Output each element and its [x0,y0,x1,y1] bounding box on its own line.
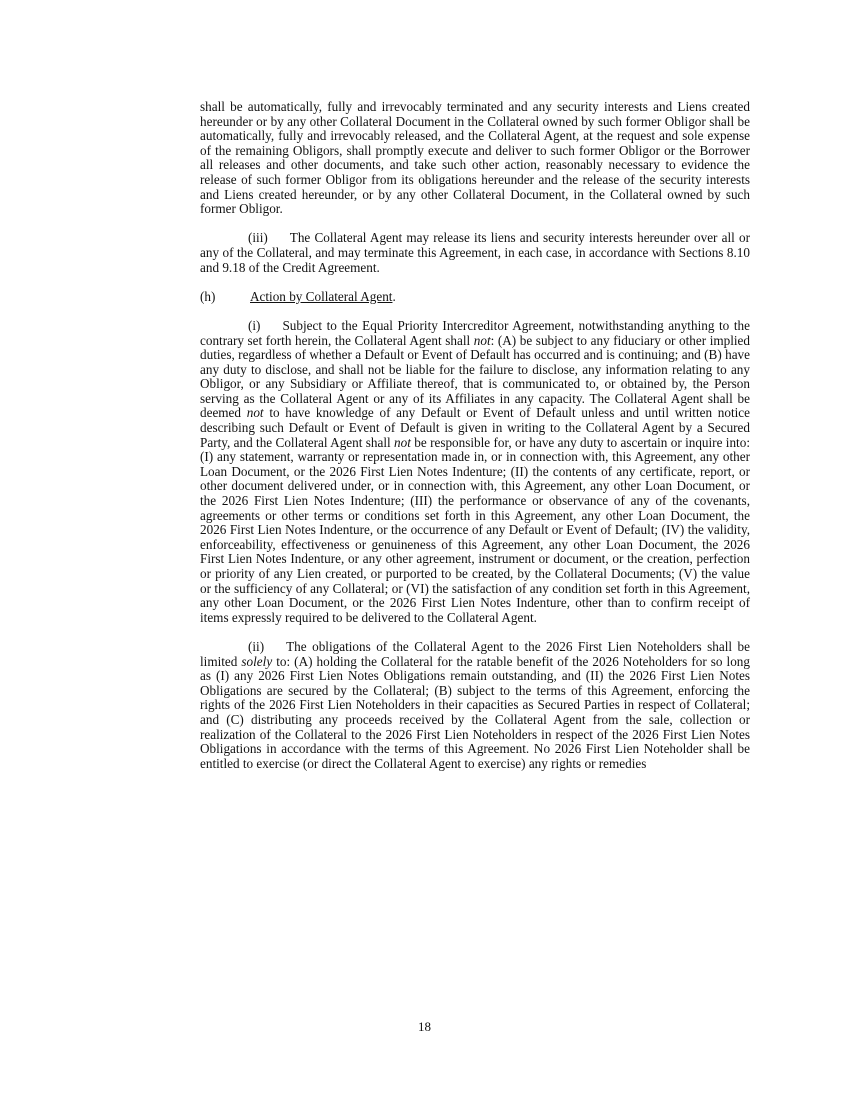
section-heading-h: (h) Action by Collateral Agent. [200,288,396,304]
emphasis-not: not [473,332,491,348]
emphasis-not: not [246,405,264,421]
paragraph-text: The Collateral Agent may release its liens and security interests hereunder over all or any of the Collateral, and may terminate this Agreement, in each case, in accordance with Sections 8.10 and 9.18 of the Credit Agreement. [200,230,750,275]
clause-label-i: (i) [248,317,261,333]
text-segment: to have knowledge of any Default or Event of Default unless and until written notice describing such Default or Event of Default is given in writing to the Collateral Agent by a Secured Party, and the Collateral Agent shall [200,405,750,450]
section-title: Action by Collateral Agent [250,288,393,304]
text-segment: : (A) be subject to any fiduciary or other implied duties, regardless of whether a Default or Event of Default has occurred and is continuing; and (B) have any duty to disclose, and shall not be liable for the failure to disclose, any information relating to any Obligor, or any Subsidiary or Affiliate thereof, that is communicated to, or obtained by, the Person serving as the Collateral Agent or any of its Affiliates in any capacity. The Collateral Agent shall be deemed [200,332,751,421]
paragraph-text: shall be automatically, fully and irrevocably terminated and any security interests and Liens created hereunder or by any other Collateral Document in the Collateral owned by such former Obligor shall be automatically, fully and irrevocably released, and the Collateral Agent, at the request and sole expense of the remaining Obligors, shall promptly execute and deliver to such former Obligor or the Borrower all releases and other documents, and take such other action, reasonably necessary to evidence the release of such former Obligor from its obligations hereunder and the release of the security interests and Liens created hereunder, or by any other Collateral Document, in the Collateral owned by such former Obligor. [200,99,750,217]
paragraph-i [200,319,750,625]
text-segment: The obligations of the Collateral Agent to the 2026 First Lien Noteholders shall be limited [200,638,750,669]
paragraph-iii [200,231,750,275]
text-segment: Subject to the Equal Priority Intercreditor Agreement, notwithstanding anything to the contrary set forth herein, the Collateral Agent shall [200,317,750,348]
clause-label-ii: (ii) [248,638,265,654]
clause-label-iii: (iii) [248,230,268,246]
emphasis-not: not [394,434,411,450]
document-body [200,100,750,786]
page-number: 18 [418,1019,431,1034]
section-label-h: (h) [200,288,216,304]
text-segment: be responsible for, or have any duty to ascertain or inquire into: (I) any statement, warranty or representation made in, or in connection with, this Agreement, any other Loan Document, or the 2026 First Lien Notes Indenture; (II) the contents of any certificate, report, or other document delivered under, or in connection with, this Agreement, any other Loan Document, or the 2026 First Lien Notes Indenture; (III) the performance or observance of any of the covenants, agreements or other terms or conditions set forth in this Agreement, any other Loan Document, the 2026 First Lien Notes Indenture, or the occurrence of any Default or Event of Default; (IV) the validity, enforceability, effectiveness or genuineness of this Agreement, any other Loan Document, the 2026 First Lien Notes Indenture, or any other agreement, instrument or document, or the creation, perfection or priority of any Lien created, or purported to be created, by the Collateral Documents; (V) the value or the sufficiency of any Collateral; or (VI) the satisfaction of any condition set forth in this Agreement, any other Loan Document, or the 2026 First Lien Notes Indenture, other than to confirm receipt of items expressly required to be delivered to the Collateral Agent. [200,434,750,625]
emphasis-solely: solely [241,653,273,669]
paragraph-ii [200,640,750,771]
paragraph-release-former-obligor [200,100,750,217]
text-segment: to: (A) holding the Collateral for the ratable benefit of the 2026 Noteholders for so long as (I) any 2026 First Lien Notes Obligations remain outstanding, and (II) the 2026 First Lien Notes Obligations are secured by the Collateral; (B) subject to the terms of this Agreement, enforcing the rights of the 2026 First Lien Noteholders in their capacities as Secured Parties in respect of Collateral; and (C) distributing any proceeds received by the Collateral Agent from the sale, collection or realization of the Collateral to the 2026 First Lien Noteholders in respect of the 2026 First Lien Notes Obligations in accordance with the terms of this Agreement. No 2026 First Lien Noteholder shall be entitled to exercise (or direct the Collateral Agent to exercise) any rights or remedies [200,653,750,771]
